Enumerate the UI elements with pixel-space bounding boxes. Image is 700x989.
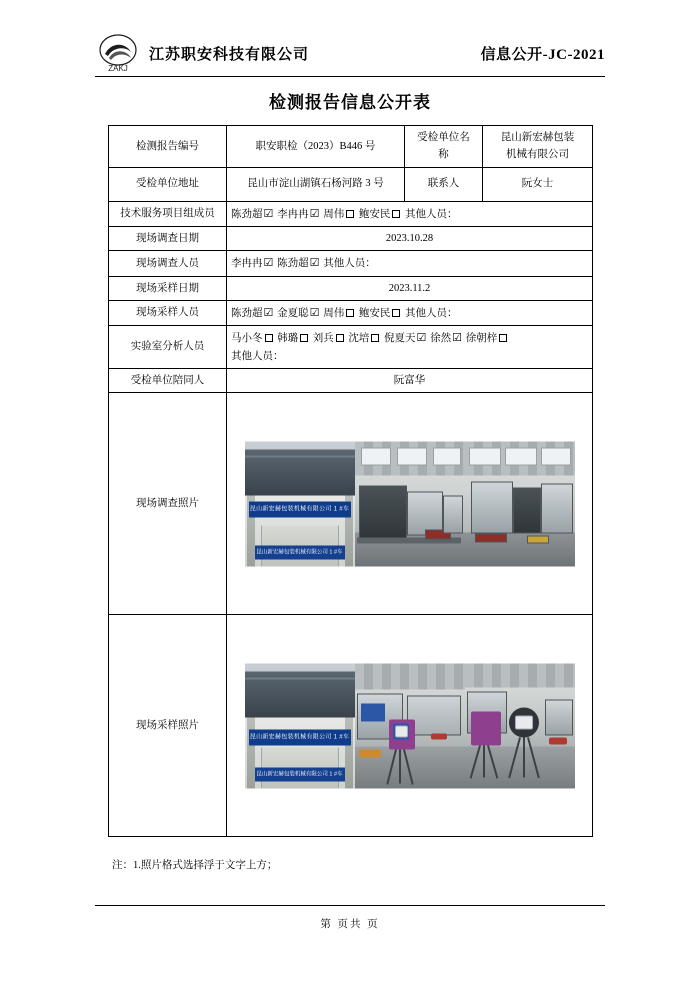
header-company (95, 32, 309, 74)
team-member-2: 周伟 (323, 209, 356, 220)
team-members (227, 201, 593, 226)
table-row (109, 226, 593, 250)
team-member-3: 鲍安民 (359, 209, 403, 220)
survey-staff (227, 251, 593, 276)
footer-divider (95, 905, 605, 906)
survey-staff-other: 其他人员： (323, 258, 376, 270)
document-code: 信息公开-JC-2021 (480, 46, 605, 63)
survey-photo-composite (245, 441, 575, 566)
survey-staff-label: 现场调查人员 (109, 251, 227, 276)
photo-sampling-left (355, 663, 465, 788)
sampling-date-value: 2023.11.2 (227, 276, 593, 300)
client-value-line1: 昆山新宏赫包装 (500, 132, 575, 143)
lab-staff-4: 倪夏天☑ (384, 332, 427, 345)
client-value (483, 126, 593, 168)
lab-staff-6: 徐朝梓 (466, 333, 510, 344)
sampling-staff-3: 鲍安民 (359, 308, 403, 319)
lab-staff-3: 沈培 (348, 333, 381, 344)
address-label: 受检单位地址 (109, 167, 227, 201)
address-value: 昆山市淀山湖镇石杨河路 3 号 (227, 167, 405, 201)
report-no-value: 职安职检（2023）B446 号 (227, 126, 405, 168)
sampling-date-label: 现场采样日期 (109, 276, 227, 300)
table-row (109, 368, 593, 392)
page-title: 检测报告信息公开表 (269, 93, 431, 112)
table-row (109, 251, 593, 276)
svg-text:ZAKJ: ZAKJ (108, 64, 128, 73)
table-row (109, 201, 593, 226)
company-logo-icon (95, 32, 141, 74)
table-row (109, 126, 593, 168)
lab-staff-line1 (231, 329, 588, 347)
header-divider (95, 76, 605, 77)
client-label-line1: 受检单位名 (417, 132, 470, 143)
gate-banner2-text-2: 昆山新宏赫包装机械有限公司 1 #车 (255, 767, 345, 781)
team-label: 技术服务项目组成员 (109, 201, 227, 226)
survey-photo-cell (227, 393, 593, 615)
sampling-staff-1: 金夏聪☑ (277, 306, 320, 319)
client-value-line2: 机械有限公司 (506, 149, 569, 161)
survey-date-label: 现场调查日期 (109, 226, 227, 250)
sampling-photo-row (109, 615, 593, 837)
lab-staff-2: 刘兵 (313, 333, 346, 344)
lab-staff (227, 326, 593, 369)
report-info-table (108, 125, 593, 837)
team-other-label: 其他人员： (405, 208, 458, 220)
lab-staff-0: 马小冬 (231, 333, 275, 344)
escort-label: 受检单位陪同人 (109, 368, 227, 392)
survey-date-value: 2023.10.28 (227, 226, 593, 250)
photo-workshop-right (465, 441, 575, 566)
contact-label: 联系人 (405, 167, 483, 201)
survey-photo-row (109, 393, 593, 615)
footnote: 注：1.照片格式选择浮于文字上方； (112, 860, 278, 871)
escort-value: 阮富华 (227, 368, 593, 392)
report-no-label: 检测报告编号 (109, 126, 227, 168)
sampling-photo-cell (227, 615, 593, 837)
team-member-1: 李冉冉☑ (277, 207, 320, 220)
gate-banner-text: 昆山新宏赫包装机械有限公司 1 #车 (249, 501, 351, 517)
client-label-line2: 称 (438, 149, 449, 161)
photo-factory-gate (245, 441, 355, 566)
sampling-staff-0: 陈劲超☑ (231, 306, 274, 319)
photo-workshop-left (355, 441, 465, 566)
lab-staff-1: 韩璐 (277, 333, 310, 344)
sampling-staff-label: 现场采样人员 (109, 300, 227, 325)
document-header (95, 28, 605, 78)
gate-banner2-text: 昆山新宏赫包装机械有限公司 1 #车 (255, 545, 345, 559)
contact-value: 阮女士 (483, 167, 593, 201)
gate-banner-text-2: 昆山新宏赫包装机械有限公司 1 #车 (249, 729, 351, 745)
client-label (405, 126, 483, 168)
table-row (109, 326, 593, 369)
table-row (109, 167, 593, 201)
lab-staff-label: 实验室分析人员 (109, 326, 227, 369)
lab-staff-5: 徐然☑ (430, 332, 462, 345)
sampling-photo-label: 现场采样照片 (109, 615, 227, 837)
sampling-staff-2: 周伟 (323, 308, 356, 319)
table-row (109, 276, 593, 300)
photo-factory-gate-2 (245, 663, 355, 788)
sampling-staff-other: 其他人员： (405, 307, 458, 319)
survey-staff-1: 陈劲超☑ (277, 257, 320, 270)
page-number: 第 页共 页 (320, 919, 380, 930)
company-name: 江苏职安科技有限公司 (149, 46, 310, 63)
photo-sampling-right (465, 663, 575, 788)
sampling-photo-composite (245, 663, 575, 788)
team-member-0: 陈劲超☑ (231, 207, 274, 220)
survey-photo-label: 现场调查照片 (109, 393, 227, 615)
sampling-staff (227, 300, 593, 325)
survey-staff-0: 李冉冉☑ (231, 257, 274, 270)
table-row (109, 300, 593, 325)
lab-other-label: 其他人员： (231, 350, 284, 362)
